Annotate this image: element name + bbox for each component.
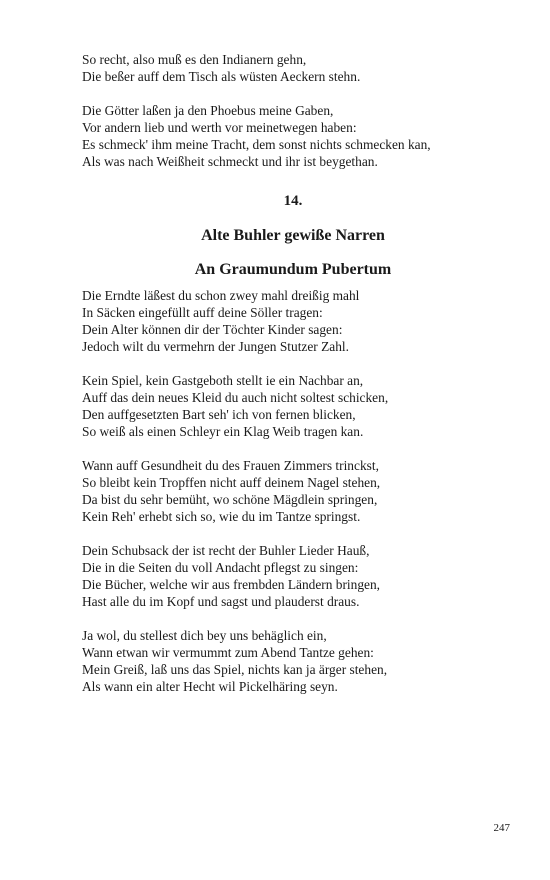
poem-dedication: An Graumundum Pubertum (194, 261, 392, 278)
poem-body (82, 287, 522, 712)
poem-line: So bleibt kein Tropffen nicht auff deinem Nagel stehen, (82, 475, 381, 490)
poem-line: So recht, also muß es den Indianern gehn, (82, 52, 307, 67)
poem-line: Da bist du sehr bemüht, wo schöne Mägdlein springen, (82, 492, 378, 507)
poem-line: Auff das dein neues Kleid du auch nicht soltest schicken, (82, 390, 389, 405)
poem-line: Vor andern lieb und werth vor meinetwegen haben: (82, 120, 357, 135)
poem-line: Wann auff Gesundheit du des Frauen Zimmers trinckst, (82, 458, 379, 473)
poem-line: Hast alle du im Kopf und sagst und plauderst draus. (82, 594, 360, 609)
poem-line: Den auffgesetzten Bart seh' ich von fernen blicken, (82, 407, 356, 422)
poem-line: Als wann ein alter Hecht wil Pickelhäring seyn. (82, 679, 338, 694)
poem-line: Es schmeck' ihm meine Tracht, dem sonst nichts schmecken kan, (82, 137, 431, 152)
poem-line: Ja wol, du stellest dich bey uns behäglich ein, (82, 628, 327, 643)
poem-line: Als was nach Weißheit schmeckt und ihr ist beygethan. (82, 154, 378, 169)
poem-line: Kein Reh' erhebt sich so, wie du im Tantze springst. (82, 509, 361, 524)
poem-line: Kein Spiel, kein Gastgeboth stellt ie ein Nachbar an, (82, 373, 364, 388)
page-number: 247 (493, 822, 510, 834)
poem-line: Jedoch wilt du vermehrn der Jungen Stutzer Zahl. (82, 339, 349, 354)
stanza (82, 287, 522, 355)
poem-line: In Säcken eingefüllt auff deine Söller tragen: (82, 305, 323, 320)
poem-line: Die in die Seiten du voll Andacht pflegst zu singen: (82, 560, 359, 575)
poem-line: Mein Greiß, laß uns das Spiel, nichts kan ja ärger stehen, (82, 662, 388, 677)
stanza (82, 51, 522, 85)
poem-line: So weiß als einen Schleyr ein Klag Weib tragen kan. (82, 424, 364, 439)
poem-line: Die Erndte läßest du schon zwey mahl dreißig mahl (82, 288, 360, 303)
stanza (82, 102, 522, 170)
poem-line: Die Götter laßen ja den Phoebus meine Gaben, (82, 103, 334, 118)
continued-poem (82, 51, 522, 187)
poem-line: Dein Schubsack der ist recht der Buhler Lieder Hauß, (82, 543, 370, 558)
stanza (82, 457, 522, 525)
poem-line: Dein Alter können dir der Töchter Kinder sagen: (82, 322, 343, 337)
poem-line: Die beßer auff dem Tisch als wüsten Aeckern stehn. (82, 69, 361, 84)
poem-title: Alte Buhler gewiße Narren (201, 227, 385, 244)
stanza (82, 372, 522, 440)
stanza (82, 542, 522, 610)
stanza (82, 627, 522, 695)
poem-line: Die Bücher, welche wir aus frembden Ländern bringen, (82, 577, 381, 592)
poem-number: 14. (283, 193, 303, 209)
poem-line: Wann etwan wir vermummt zum Abend Tantze gehen: (82, 645, 374, 660)
